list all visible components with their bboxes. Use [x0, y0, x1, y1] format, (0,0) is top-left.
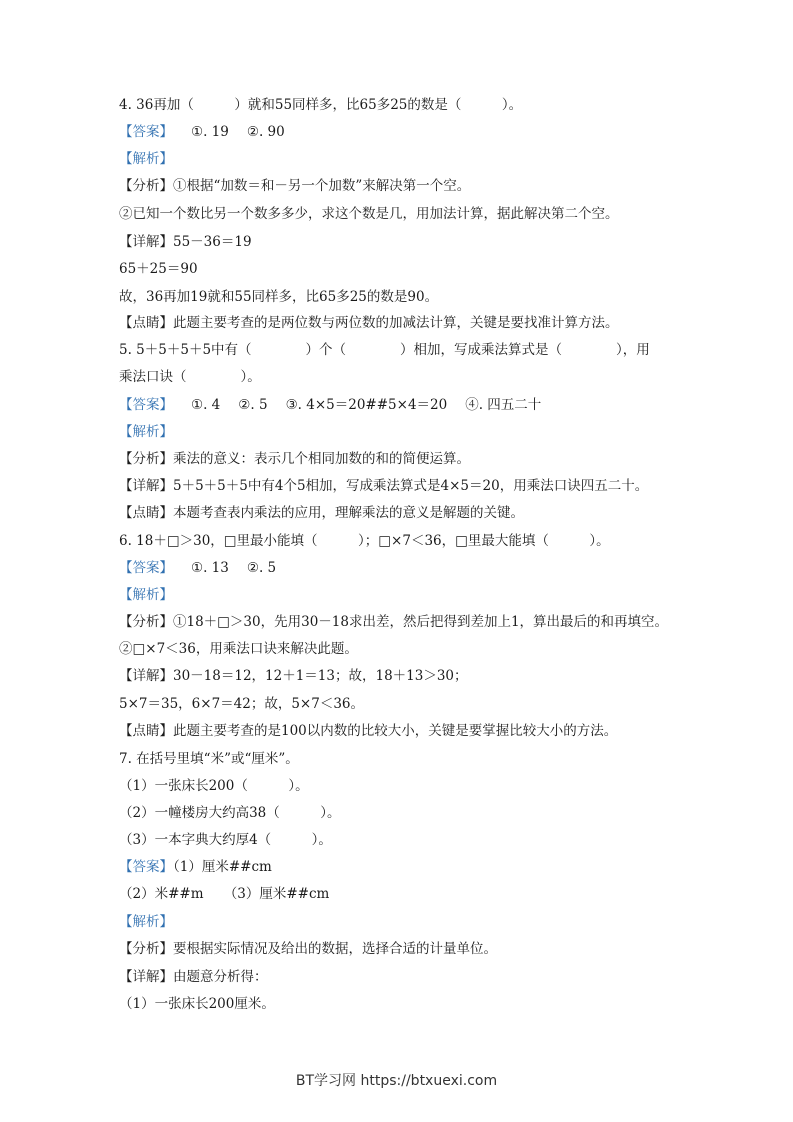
fenxi-tag: 【分析】: [119, 178, 173, 194]
q7-answer: [119, 857, 719, 877]
q4-analysis: [119, 176, 719, 196]
answer-item: ④. 四五二十: [465, 397, 542, 413]
xiangjie-tag: 【详解】: [119, 969, 173, 985]
fenxi-text: 要根据实际情况及给出的数据，选择合适的计量单位。: [173, 941, 497, 957]
q5-question: 5. 5＋5＋5＋5中有（ ）个（ ）相加，写成乘法算式是（ ），用: [119, 342, 650, 358]
q5-comment: [119, 503, 719, 523]
q7-sub-1: （1）一张床长200（ ）。: [119, 778, 309, 794]
answer-item: ③. 4×5＝20##5×4＝20: [285, 397, 448, 413]
jiexi-tag: 【解析】: [119, 587, 173, 603]
q6-detail: [119, 666, 719, 686]
q6-analysis-2: ②□×7＜36，用乘法口诀来解决此题。: [119, 641, 358, 657]
q5-detail: [119, 476, 719, 496]
dianjing-text: 此题主要考查的是两位数与两位数的加减法计算，关键是要找准计算方法。: [173, 315, 619, 331]
fenxi-text: ①根据“加数＝和－另一个加数”来解决第一个空。: [173, 178, 471, 194]
q4-question: 4. 36再加（ ）就和55同样多，比65多25的数是（ ）。: [119, 97, 523, 113]
dianjing-tag: 【点睛】: [119, 723, 173, 739]
q6-analysis: [119, 612, 719, 632]
answer-text: （1）厘米##cm: [173, 859, 272, 875]
q4-analysis-2: ②已知一个数比另一个数多多少，求这个数是几，用加法计算，据此解决第二个空。: [119, 206, 619, 222]
fenxi-tag: 【分析】: [119, 614, 173, 630]
answer-item: ①. 4: [191, 397, 221, 413]
answer-tag: 【答案】: [119, 397, 173, 413]
fenxi-tag: 【分析】: [119, 451, 173, 467]
q7-detail-2: （1）一张床长200厘米。: [119, 996, 275, 1012]
dianjing-text: 本题考查表内乘法的应用，理解乘法的意义是解题的关键。: [173, 505, 524, 521]
jiexi-tag: 【解析】: [119, 151, 173, 167]
dianjing-tag: 【点睛】: [119, 315, 173, 331]
xiangjie-text: 由题意分析得：: [173, 969, 268, 985]
q5-analysis: [119, 449, 719, 469]
q4-detail-3: 故，36再加19就和55同样多，比65多25的数是90。: [119, 289, 439, 305]
xiangjie-text: 55－36＝19: [173, 234, 252, 250]
xiangjie-tag: 【详解】: [119, 234, 173, 250]
answer-item: ②. 90: [246, 124, 285, 140]
dianjing-text: 此题主要考查的是100以内数的比较大小，关键是要掌握比较大小的方法。: [173, 723, 618, 739]
fenxi-text: ①18＋□＞30，先用30－18求出差，然后把得到差加上1，算出最后的和再填空。: [173, 614, 669, 630]
dianjing-tag: 【点睛】: [119, 505, 173, 521]
q6-question: 6. 18＋□＞30，□里最小能填（ ）；□×7＜36，□里最大能填（ ）。: [119, 533, 610, 549]
q4-comment: [119, 313, 719, 333]
q7-detail: [119, 967, 719, 987]
answer-tag: 【答案】: [119, 124, 173, 140]
q7-sub-2: （2）一幢楼房大约高38（ ）。: [119, 805, 341, 821]
xiangjie-tag: 【详解】: [119, 668, 173, 684]
q7-sub-3: （3）一本字典大约厚4（ ）。: [119, 832, 332, 848]
fenxi-tag: 【分析】: [119, 941, 173, 957]
q6-detail-2: 5×7＝35，6×7＝42；故，5×7＜36。: [119, 696, 365, 712]
answer-tag: 【答案】: [119, 560, 173, 576]
q7-answer-2: （2）米##m （3）厘米##cm: [119, 886, 330, 902]
answer-tag: 【答案】: [119, 859, 173, 875]
q6-answer: [119, 558, 719, 578]
xiangjie-tag: 【详解】: [119, 478, 173, 494]
answer-item: ②. 5: [238, 397, 268, 413]
xiangjie-text: 5＋5＋5＋5中有4个5相加，写成乘法算式是4×5＝20，用乘法口诀四五二十。: [173, 478, 649, 494]
q5-answer: [119, 395, 719, 415]
q7-question: 7. 在括号里填“米”或“厘米”。: [119, 751, 299, 767]
xiangjie-text: 30－18＝12，12＋1＝13；故，18＋13＞30；: [173, 668, 468, 684]
q4-detail: [119, 232, 719, 252]
q5-question-2: 乘法口诀（ ）。: [119, 369, 261, 385]
q4-answer: [119, 122, 719, 142]
page-footer-watermark: BT学习网 https://btxuexi.com: [295, 1073, 498, 1089]
q4-detail-2: 65＋25＝90: [119, 261, 198, 277]
answer-item: ①. 13: [191, 560, 229, 576]
jiexi-tag: 【解析】: [119, 914, 173, 930]
answer-item: ①. 19: [191, 124, 229, 140]
answer-item: ②. 5: [246, 560, 277, 576]
jiexi-tag: 【解析】: [119, 424, 173, 440]
q7-analysis: [119, 939, 719, 959]
q6-comment: [119, 721, 719, 741]
fenxi-text: 乘法的意义：表示几个相同加数的和的简便运算。: [173, 451, 470, 467]
